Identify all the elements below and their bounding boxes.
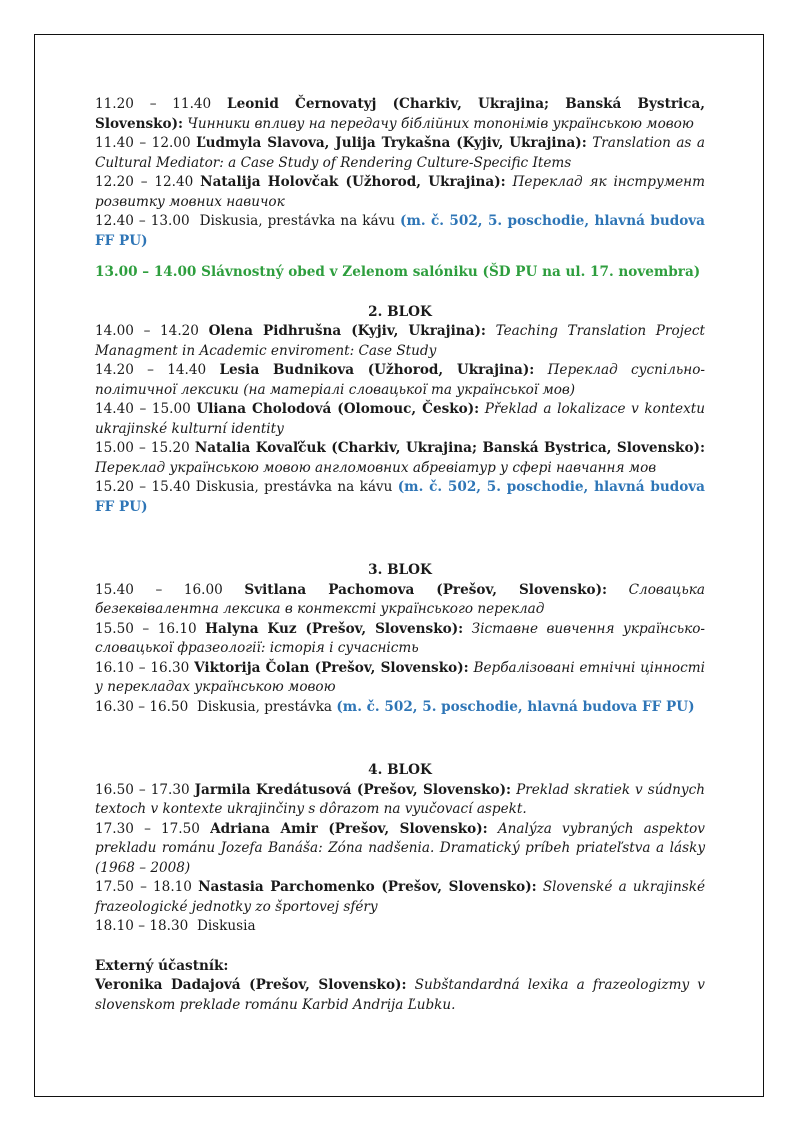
talk-time: 14.40 – 15.00 — [95, 401, 191, 417]
talk-time: 12.20 – 12.40 — [95, 174, 194, 190]
break-text: Diskusia, prestávka na kávu — [195, 479, 393, 495]
talk-item — [95, 781, 705, 820]
talk-item — [95, 173, 705, 212]
talk-title: Словацька безеквівалентна лексика в контексті українського переклад — [95, 581, 706, 617]
break-item — [95, 698, 705, 718]
talk-speaker: Halyna Kuz (Prešov, Slovensko): — [205, 620, 464, 637]
talk-title: Translation as a Cultural Mediator: a Case Study of Rendering Culture-Specific Items — [95, 135, 705, 171]
block-heading: 2. BLOK — [368, 303, 432, 320]
closing-time: 18.10 – 18.30 — [95, 918, 189, 934]
talk-item — [95, 400, 705, 439]
external-title: Subštandardná lexika a frazeologizmy v slovenskom preklade románu Karbid Andrija Ľubku. — [95, 977, 705, 1013]
talk-title: Slovenské a ukrajinské frazeologické jednotky zo športovej sféry — [95, 879, 706, 915]
talk-speaker: Natalia Kovaľčuk (Charkiv, Ukrajina; Banská Bystrica, Slovensko): — [194, 440, 705, 456]
talk-time: 14.00 – 14.20 — [95, 323, 199, 339]
talk-time: 17.50 – 18.10 — [95, 879, 192, 895]
talk-time: 15.50 – 16.10 — [95, 620, 197, 637]
talk-time: 14.20 – 14.40 — [95, 362, 207, 378]
break-time: 16.30 – 16.50 — [95, 698, 189, 715]
talk-item — [95, 878, 705, 917]
talk-speaker: Natalija Holovčak (Užhorod, Ukrajina): — [200, 174, 506, 190]
break-location: (m. č. 502, 5. poschodie, hlavná budova FF PU) — [95, 479, 705, 515]
talk-title: Переклад українською мовою англомовних абревіатур у сфері навчання мов — [95, 459, 657, 476]
closing-item — [95, 917, 705, 937]
talk-item — [95, 581, 705, 620]
talk-speaker: Adriana Amir (Prešov, Slovensko): — [210, 820, 488, 837]
talk-title: Переклад як інструмент розвитку мовних навичок — [95, 174, 706, 210]
talk-item — [95, 620, 705, 659]
break-item — [95, 478, 705, 517]
talk-title: Preklad skratiek v súdnych textoch v kontexte ukrajinčiny s dôrazom na vyučovací aspekt. — [95, 781, 705, 817]
talk-item — [95, 322, 705, 361]
closing-text: Diskusia — [196, 918, 256, 934]
talk-speaker: Svitlana Pachomova (Prešov, Slovensko): — [244, 581, 608, 598]
programme-content — [95, 95, 705, 1015]
break-location: (m. č. 502, 5. poschodie, hlavná budova FF PU) — [336, 698, 695, 715]
break-location: (m. č. 502, 5. poschodie, hlavná budova FF PU) — [95, 213, 705, 249]
break-time: 12.40 – 13.00 — [95, 213, 190, 229]
talk-time: 16.10 – 16.30 — [95, 659, 190, 676]
talk-title: Teaching Translation Project Managment in Academic enviroment: Case Study — [95, 323, 705, 359]
external-speaker: Veronika Dadajová (Prešov, Slovensko): — [95, 977, 407, 993]
talk-item — [95, 820, 705, 879]
talk-time: 15.00 – 15.20 — [95, 440, 190, 456]
block-heading: 3. BLOK — [368, 562, 432, 578]
talk-time: 11.20 – 11.40 — [95, 96, 212, 112]
talk-title: Переклад суспільно-політичної лексики (на матеріалі словацької та української мов) — [95, 362, 705, 398]
talk-item — [95, 134, 705, 173]
talk-time: 17.30 – 17.50 — [95, 820, 200, 837]
talk-title: Чинники впливу на передачу біблійних топонімів українською мовою — [187, 115, 694, 132]
external-item — [95, 976, 705, 1015]
talk-item — [95, 439, 705, 478]
talk-title: Зіставне вивчення українсько-словацької фразеології: історія і сучасність — [95, 620, 705, 656]
talk-title: Вербалізовані етнічні цінності у перекладах українською мовою — [95, 659, 705, 695]
talk-time: 16.50 – 17.30 — [95, 781, 190, 798]
break-time: 15.20 – 15.40 — [95, 479, 191, 495]
talk-speaker: Uliana Cholodová (Olomouc, Česko): — [196, 401, 480, 417]
talk-speaker: Jarmila Kredátusová (Prešov, Slovensko): — [194, 781, 512, 798]
talk-item — [95, 361, 705, 400]
talk-speaker: Ľudmyla Slavova, Julija Trykašna (Kyjiv, Ukrajina): — [196, 135, 587, 151]
talk-item — [95, 659, 705, 698]
talk-title: Překlad a lokalizace v kontextu ukrajinské kulturní identity — [95, 401, 705, 437]
talk-time: 11.40 – 12.00 — [95, 135, 191, 151]
break-text: Diskusia, prestávka — [196, 698, 333, 715]
lunch-line: 13.00 – 14.00 Slávnostný obed v Zelenom salóniku (ŠD PU na ul. 17. novembra) — [95, 264, 701, 280]
talk-title: Analýza vybraných aspektov prekladu románu Jozefa Banáša: Zóna nadšenia. Dramatický príbeh priateľstva a lásky (1968 – 2008) — [95, 820, 705, 876]
talk-time: 15.40 – 16.00 — [95, 581, 223, 598]
external-heading: Externý účastník: — [95, 957, 229, 974]
break-text: Diskusia, prestávka na kávu — [199, 213, 396, 229]
talk-item — [95, 95, 705, 134]
talk-speaker: Olena Pidhrušna (Kyjiv, Ukrajina): — [208, 323, 486, 339]
block-heading: 4. BLOK — [368, 762, 432, 778]
talk-speaker: Nastasia Parchomenko (Prešov, Slovensko): — [198, 879, 537, 895]
talk-speaker: Lesia Budnikova (Užhorod, Ukrajina): — [219, 362, 535, 378]
talk-speaker: Viktorija Čolan (Prešov, Slovensko): — [194, 659, 469, 676]
talk-speaker: Leonid Černovatyj (Charkiv, Ukrajina; Banská Bystrica, Slovensko): — [95, 96, 705, 132]
break-item — [95, 212, 705, 251]
